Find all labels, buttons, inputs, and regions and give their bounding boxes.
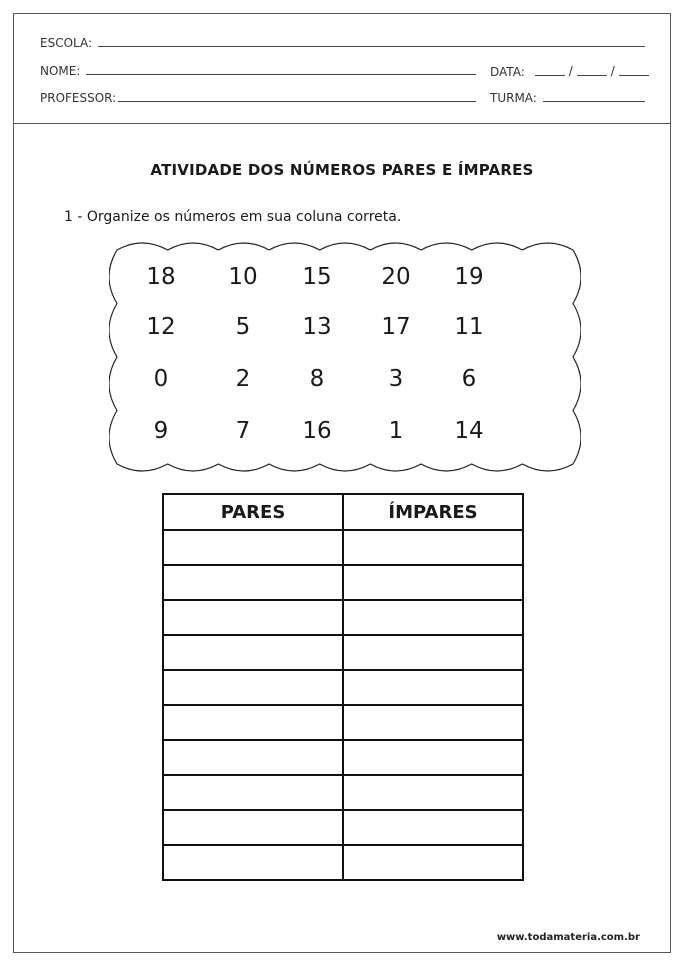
- impares-cell[interactable]: [343, 810, 523, 845]
- escola-label: ESCOLA:: [40, 36, 93, 50]
- table-row: [163, 530, 523, 565]
- pares-cell[interactable]: [163, 845, 343, 880]
- table-row: [163, 565, 523, 600]
- footer-url: www.todamateria.com.br: [496, 932, 640, 943]
- number-item: 9: [153, 418, 169, 444]
- nome-line[interactable]: [86, 73, 476, 75]
- data-label: DATA:: [490, 65, 525, 79]
- turma-line[interactable]: [543, 100, 645, 102]
- impares-cell[interactable]: [343, 530, 523, 565]
- number-item: 0: [153, 366, 169, 392]
- number-item: 17: [381, 314, 411, 340]
- escola-line[interactable]: [98, 45, 645, 47]
- number-item: 5: [235, 314, 251, 340]
- impares-cell[interactable]: [343, 635, 523, 670]
- turma-label: TURMA:: [490, 91, 537, 105]
- pares-cell[interactable]: [163, 810, 343, 845]
- data-slash-2: /: [610, 64, 615, 78]
- table-row: [163, 600, 523, 635]
- professor-line[interactable]: [118, 100, 476, 102]
- number-item: 8: [309, 366, 325, 392]
- col-pares-header: PARES: [163, 494, 343, 530]
- number-item: 14: [454, 418, 484, 444]
- data-year-line[interactable]: [619, 74, 649, 76]
- number-item: 19: [454, 264, 484, 290]
- impares-cell[interactable]: [343, 740, 523, 775]
- pares-cell[interactable]: [163, 670, 343, 705]
- pares-cell[interactable]: [163, 565, 343, 600]
- number-item: 11: [454, 314, 484, 340]
- data-month-line[interactable]: [577, 74, 607, 76]
- number-item: 6: [461, 366, 477, 392]
- table-row: [163, 705, 523, 740]
- impares-cell[interactable]: [343, 670, 523, 705]
- impares-cell[interactable]: [343, 775, 523, 810]
- turma-field: [490, 91, 645, 105]
- col-impares-header: ÍMPARES: [343, 494, 523, 530]
- number-item: 7: [235, 418, 251, 444]
- nome-label: NOME:: [40, 64, 81, 78]
- nome-field: [40, 64, 476, 78]
- number-item: 12: [146, 314, 176, 340]
- instruction-text: 1 - Organize os números em sua coluna correta.: [64, 209, 402, 225]
- professor-label: PROFESSOR:: [40, 91, 117, 105]
- number-item: 20: [381, 264, 411, 290]
- number-item: 2: [235, 366, 251, 392]
- pares-cell[interactable]: [163, 530, 343, 565]
- number-item: 18: [146, 264, 176, 290]
- answer-table: [162, 493, 524, 881]
- worksheet: [13, 13, 671, 953]
- table-row: [163, 635, 523, 670]
- table-row: [163, 775, 523, 810]
- table-row: [163, 810, 523, 845]
- pares-cell[interactable]: [163, 740, 343, 775]
- table-row: [163, 845, 523, 880]
- number-item: 10: [228, 264, 258, 290]
- escola-field: [40, 36, 645, 50]
- page-title: ATIVIDADE DOS NÚMEROS PARES E ÍMPARES: [150, 161, 534, 179]
- pares-cell[interactable]: [163, 635, 343, 670]
- number-item: 13: [302, 314, 332, 340]
- pares-cell[interactable]: [163, 775, 343, 810]
- table-row: [163, 670, 523, 705]
- table-header-row: [163, 494, 523, 530]
- data-field: [490, 64, 653, 79]
- header-section: [14, 14, 670, 124]
- impares-cell[interactable]: [343, 845, 523, 880]
- pares-cell[interactable]: [163, 705, 343, 740]
- impares-cell[interactable]: [343, 565, 523, 600]
- pares-cell[interactable]: [163, 600, 343, 635]
- number-item: 16: [302, 418, 332, 444]
- data-slash-1: /: [568, 64, 573, 78]
- number-item: 3: [388, 366, 404, 392]
- data-day-line[interactable]: [535, 74, 565, 76]
- table-row: [163, 740, 523, 775]
- number-item: 15: [302, 264, 332, 290]
- professor-field: [40, 91, 476, 105]
- impares-cell[interactable]: [343, 600, 523, 635]
- number-item: 1: [388, 418, 404, 444]
- impares-cell[interactable]: [343, 705, 523, 740]
